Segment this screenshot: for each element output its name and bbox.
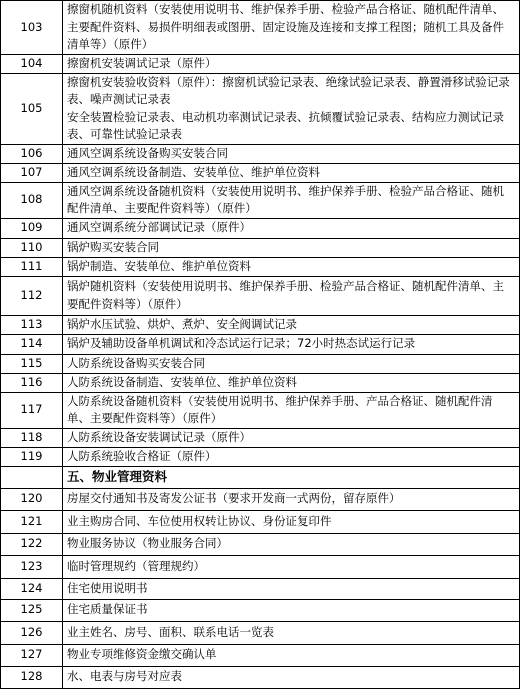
row-number: 116	[1, 373, 63, 392]
row-number: 119	[1, 447, 63, 466]
row-content: 业主姓名、房号、面积、联系电话一览表	[63, 621, 520, 644]
row-content: 锅炉制造、安装单位、维护单位资料	[63, 257, 520, 276]
row-content: 锅炉水压试验、烘炉、煮炉、安全阀调试记录	[63, 315, 520, 334]
row-number: 125	[1, 599, 63, 621]
table-row	[1, 447, 520, 466]
table-row	[1, 55, 520, 74]
row-content: 通风空调系统设备制造、安装单位、维护单位资料	[63, 163, 520, 182]
row-number: 112	[1, 276, 63, 315]
row-number: 123	[1, 555, 63, 578]
table-row	[1, 599, 520, 621]
row-number: 108	[1, 182, 63, 218]
table-row	[1, 257, 520, 276]
row-number: 120	[1, 488, 63, 510]
table-row	[1, 510, 520, 533]
table-row	[1, 533, 520, 555]
row-content: 住宅使用说明书	[63, 578, 520, 599]
table-row	[1, 315, 520, 334]
row-number: 110	[1, 238, 63, 257]
table-row	[1, 73, 520, 144]
row-content: 擦窗机随机资料（安装使用说明书、维护保养手册、检验产品合格证、随机配件清单、主要配件资料、易损件明细表或图册、固定设施及连接和支撑工程图；随机工具及备件清单等）（原件）	[63, 1, 520, 55]
row-content: 擦窗机安装调试记录（原件）	[63, 55, 520, 74]
row-number: 105	[1, 73, 63, 144]
row-content: 擦窗机安装验收资料（原件）：擦窗机试验记录表、绝缘试验记录表、静置滑移试验记录表、噪声测试记录表 安全装置检验记录表、电动机功率测试记录表、抗倾覆试验记录表、结构应力测试记录表、可靠性试验记录表	[63, 73, 520, 144]
table-row	[1, 621, 520, 644]
table-row	[1, 218, 520, 238]
table-row	[1, 354, 520, 373]
row-content: 临时管理规约（管理规约）	[63, 555, 520, 578]
row-number	[1, 466, 63, 488]
table-row	[1, 276, 520, 315]
row-content: 物业专项维修资金缴交确认单	[63, 644, 520, 666]
row-number: 117	[1, 392, 63, 428]
section-header-row	[1, 466, 520, 488]
row-content: 人防系统设备购买安装合同	[63, 354, 520, 373]
row-number: 115	[1, 354, 63, 373]
row-number: 111	[1, 257, 63, 276]
table-row	[1, 238, 520, 257]
table-row	[1, 392, 520, 428]
table-row	[1, 182, 520, 218]
table-row	[1, 373, 520, 392]
row-content: 物业服务协议（物业服务合同）	[63, 533, 520, 555]
section-title: 五、物业管理资料	[63, 466, 520, 488]
row-number: 107	[1, 163, 63, 182]
row-number: 121	[1, 510, 63, 533]
table-row	[1, 644, 520, 666]
row-content: 锅炉及辅助设备单机调试和冷态试运行记录；72小时热态试运行记录	[63, 334, 520, 354]
row-content: 人防系统设备随机资料（安装使用说明书、维护保养手册、产品合格证、随机配件清单、主要配件资料等）（原件）	[63, 392, 520, 428]
row-number: 128	[1, 666, 63, 688]
row-number: 127	[1, 644, 63, 666]
row-content: 住宅质量保证书	[63, 599, 520, 621]
table-row	[1, 428, 520, 447]
table-row	[1, 1, 520, 55]
row-number: 118	[1, 428, 63, 447]
row-content: 人防系统设备安装调试记录（原件）	[63, 428, 520, 447]
row-content: 房屋交付通知书及寄发公证书（要求开发商一式两份，留存原件）	[63, 488, 520, 510]
row-content: 业主购房合同、车位使用权转让协议、身份证复印件	[63, 510, 520, 533]
row-number: 122	[1, 533, 63, 555]
table-row	[1, 334, 520, 354]
table-row	[1, 578, 520, 599]
table-row	[1, 666, 520, 688]
row-number: 109	[1, 218, 63, 238]
row-content: 锅炉购买安装合同	[63, 238, 520, 257]
row-content: 通风空调系统设备购买安装合同	[63, 144, 520, 163]
row-number: 124	[1, 578, 63, 599]
table-row	[1, 555, 520, 578]
table-row	[1, 163, 520, 182]
row-number: 126	[1, 621, 63, 644]
row-content: 锅炉随机资料（安装使用说明书、维护保养手册、检验产品合格证、随机配件清单、主要配件资料等）（原件）	[63, 276, 520, 315]
row-number: 114	[1, 334, 63, 354]
row-number: 103	[1, 1, 63, 55]
row-number: 106	[1, 144, 63, 163]
row-number: 113	[1, 315, 63, 334]
row-content: 人防系统设备制造、安装单位、维护单位资料	[63, 373, 520, 392]
row-number: 104	[1, 55, 63, 74]
row-content: 通风空调系统分部调试记录（原件）	[63, 218, 520, 238]
row-content: 通风空调系统设备随机资料（安装使用说明书、维护保养手册、检验产品合格证、随机配件清单、主要配件资料等）（原件）	[63, 182, 520, 218]
table-row	[1, 144, 520, 163]
row-content: 水、电表与房号对应表	[63, 666, 520, 688]
table-body	[1, 1, 520, 689]
table-row	[1, 488, 520, 510]
row-content: 人防系统验收合格证（原件）	[63, 447, 520, 466]
